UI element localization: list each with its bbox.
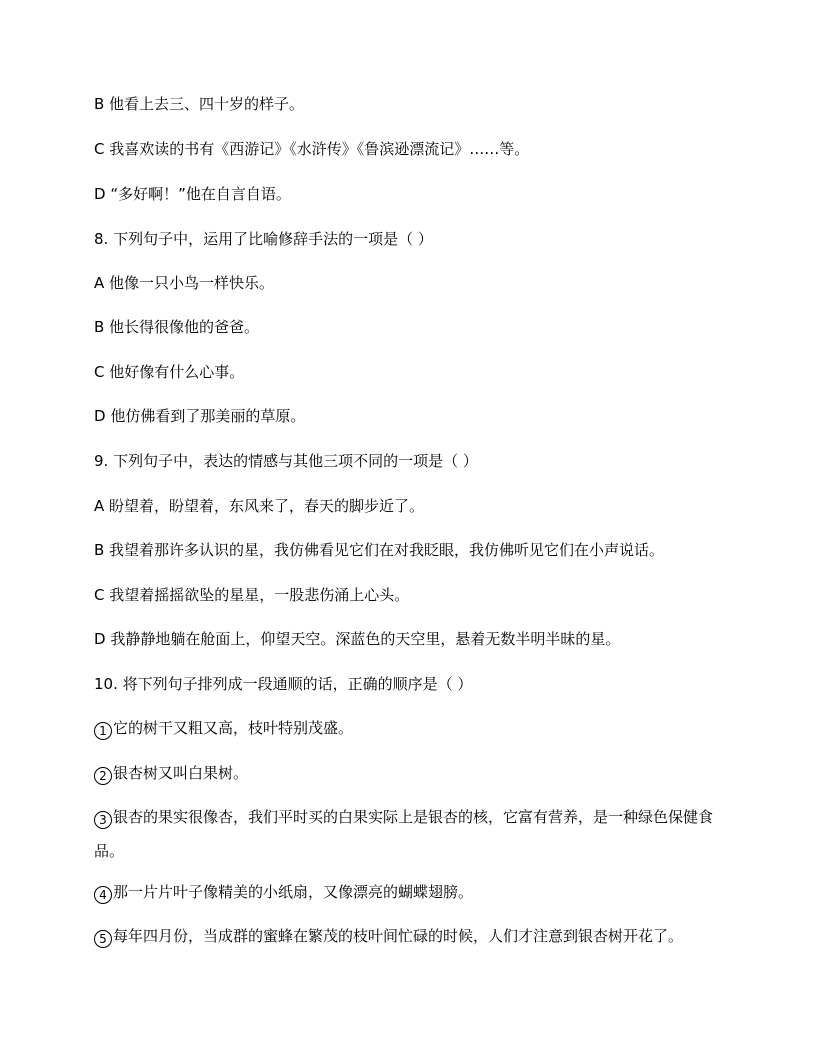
option-a-q8: A 他像一只小鸟一样快乐。 xyxy=(94,274,275,292)
sentence-text: 它的树干又粗又高，枝叶特别茂盛。 xyxy=(113,719,354,737)
circled-number: 4 xyxy=(94,886,112,904)
question-8: 8. 下列句子中，运用了比喻修辞手法的一项是（ ） xyxy=(94,230,433,248)
sentence-item xyxy=(94,718,714,740)
option-b-q8: B 他长得很像他的爸爸。 xyxy=(94,318,260,336)
circled-number: 2 xyxy=(94,767,112,785)
sentence-item xyxy=(94,882,714,904)
option-a-q9: A 盼望着，盼望着，东风来了，春天的脚步近了。 xyxy=(94,497,425,515)
sentence-item xyxy=(94,763,714,785)
question-10: 10. 将下列句子排列成一段通顺的话，正确的顺序是（ ） xyxy=(94,675,473,693)
option-d-q9: D 我静静地躺在舱面上，仰望天空。深蓝色的天空里，悬着无数半明半昧的星。 xyxy=(94,630,621,648)
circled-number: 3 xyxy=(94,811,112,829)
sentence-text: 银杏的果实很像杏，我们平时买的白果实际上是银杏的核，它富有营养，是一种绿色保健食品。 xyxy=(94,808,714,860)
sentence-text: 银杏树又叫白果树。 xyxy=(113,764,249,782)
circled-number: 1 xyxy=(94,722,112,740)
sentence-item xyxy=(94,800,714,868)
sentence-text: 每年四月份，当成群的蜜蜂在繁茂的枝叶间忙碌的时候，人们才注意到银杏树开花了。 xyxy=(113,927,684,945)
circled-number: 5 xyxy=(94,930,112,948)
option-d-q8: D 他仿佛看到了那美丽的草原。 xyxy=(94,407,306,425)
sentence-text: 那一片片叶子像精美的小纸扇，又像漂亮的蝴蝶翅膀。 xyxy=(113,883,474,901)
option-d-q7: D “多好啊！”他在自言自语。 xyxy=(94,185,291,203)
option-c-q9: C 我望着摇摇欲坠的星星，一股悲伤涌上心头。 xyxy=(94,586,410,604)
option-c-q8: C 他好像有什么心事。 xyxy=(94,363,245,381)
option-b-q7: B 他看上去三、四十岁的样子。 xyxy=(94,95,305,113)
question-9: 9. 下列句子中，表达的情感与其他三项不同的一项是（ ） xyxy=(94,452,478,470)
option-c-q7: C 我喜欢读的书有《西游记》《水浒传》《鲁滨逊漂流记》……等。 xyxy=(94,140,530,158)
sentence-item xyxy=(94,919,714,953)
option-b-q9: B 我望着那许多认识的星，我仿佛看见它们在对我眨眼，我仿佛听见它们在小声说话。 xyxy=(94,541,665,559)
